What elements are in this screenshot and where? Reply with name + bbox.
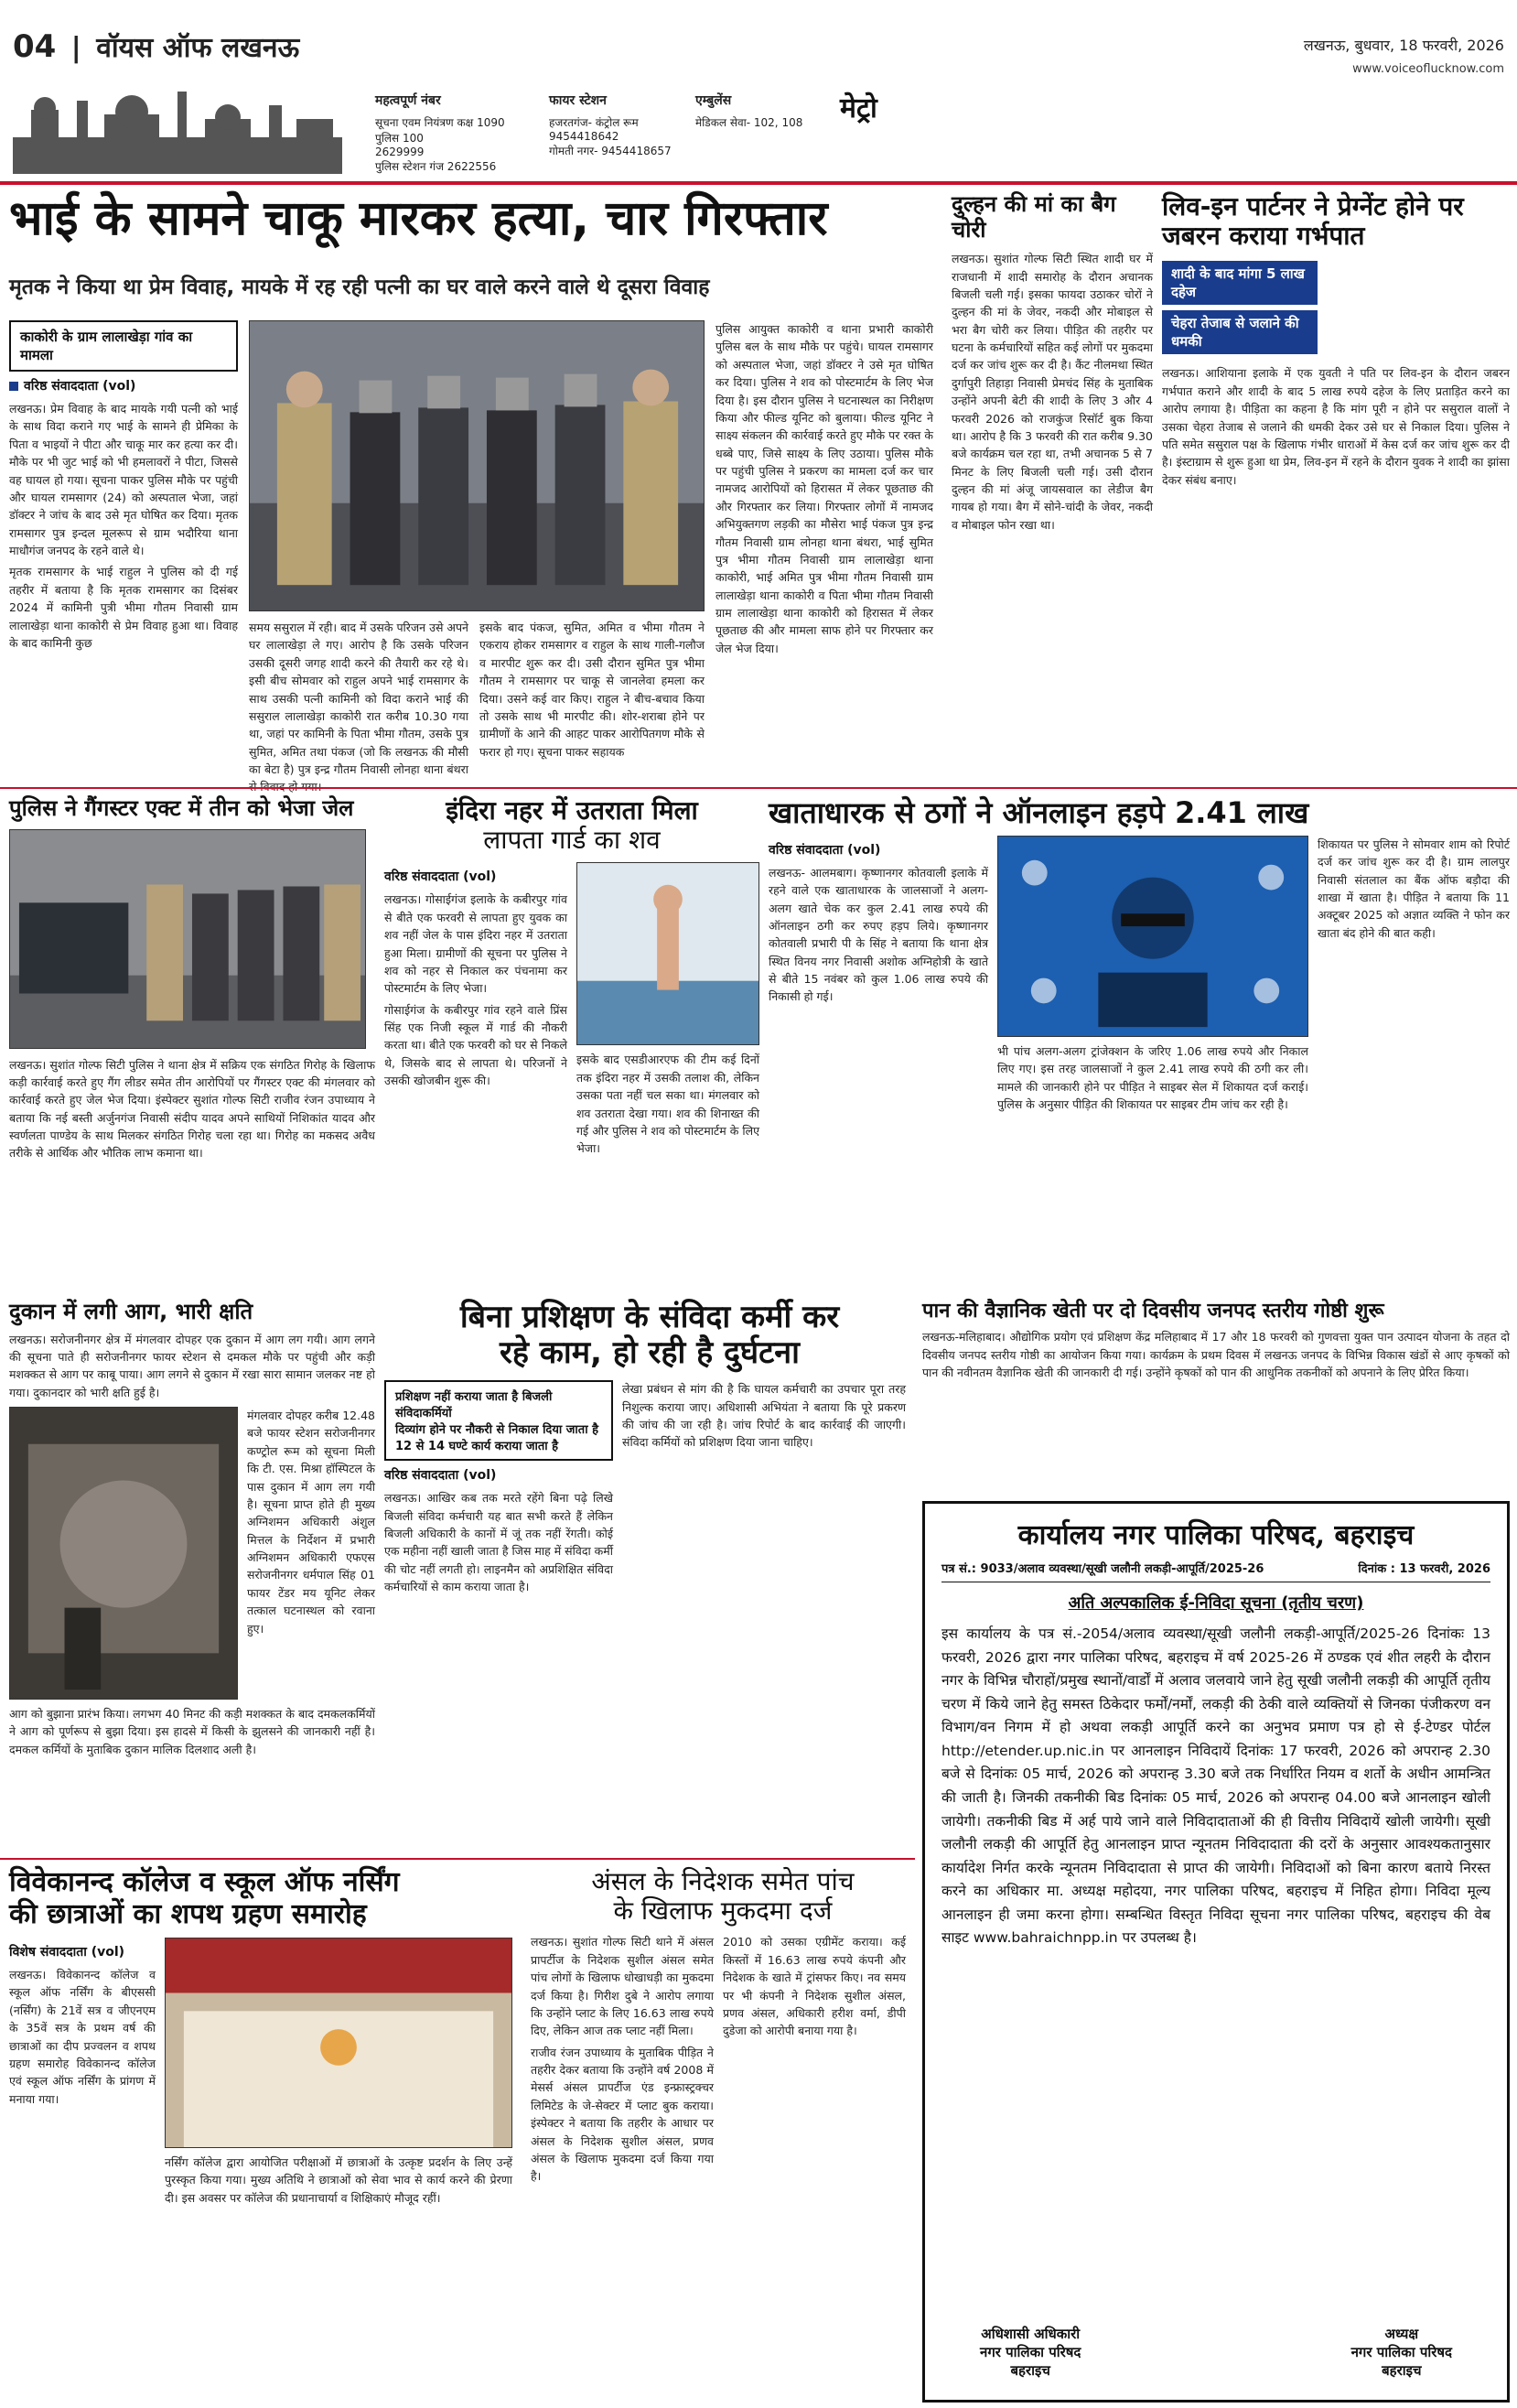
livein-body: लखनऊ। आशियाना इलाके में एक युवती ने पति पर लिव-इन के दौरान जबरन गर्भपात कराने और शादी के बाद 5 लाख रुपये दहेज के लिए प्रताड़ित करने का आरोप लगाया है। पीड़िता का कहना है कि मांग पूरी न होने पर ससुराल वालों ने उसका चेहरा तेजाब से जलाने की धमकी देकर उसे घर से निकाल दिया। पुलिस ने पति समेत ससुराल पक्ष के खिलाफ गंभीर धाराओं में केस दर्ज कर जांच शुरू कर दी है। इंस्टाग्राम से शुरू हुआ था प्रेम, लिव-इन में रहने के दौरान युवक ने शादी का झांसा देकर संबंध बनाए। — [1162, 366, 1510, 487]
sig-line: अधिशासी अधिकारी — [981, 2326, 1081, 2342]
contract-headline-1: बिना प्रशिक्षण के संविदा कर्मी कर — [459, 1299, 840, 1335]
livein-tag-2: चेहरा तेजाब से जलाने की धमकी — [1162, 310, 1318, 354]
ansal-body-2: 2010 को उसका एग्रीमेंट कराया। कई किस्तों में 16.63 लाख रुपये कंपनी और निदेशक के खाते में ट्रांसफर किए। नव समय पर भी कंपनी ने निदेशक सुशील अंसल, प्रणव अंसल, अधिकारी हरीश वर्मा, डीपी दुडेजा को आरोपी बनाया गया है। — [723, 1935, 906, 2038]
paan-headline: पान की वैज्ञानिक खेती पर दो दिवसीय जनपद स्तरीय गोष्ठी शुरू — [922, 1300, 1384, 1323]
fraud-byline: वरिष्ठ संवाददाता (vol) — [769, 842, 881, 858]
lead-photo-arrested — [249, 320, 705, 611]
vivekanand-story — [9, 1867, 522, 2403]
shop-fire-story — [9, 1300, 375, 1849]
contract-byline: वरिष्ठ संवाददाता (vol) — [384, 1468, 497, 1484]
fire-headline: दुकान में लगी आग, भारी क्षति — [9, 1299, 253, 1324]
gangster-headline: पुलिस ने गैंगस्टर एक्ट में तीन को भेजा जेल — [9, 795, 354, 821]
fraud-story — [769, 796, 1510, 1290]
livein-story — [1162, 192, 1510, 778]
gangster-body: लखनऊ। सुशांत गोल्फ सिटी पुलिस ने थाना क्षेत्र में सक्रिय एक संगठित गिरोह के खिलाफ कड़ी कार्रवाई करते हुए गैंग लीडर समेत तीन आरोपियों पर गैंगस्टर एक्ट की मंगलवार को कार्रवाई करते हुए जेल भेज दिया। इंस्पेक्टर सुशांत गोल्फ सिटी राजीव रंजन उपाध्याय ने बताया कि नई बस्ती अर्जुनगंज निवासी संदीप यादव अपने साथियों निशिकांत यादव और स्वर्णलता पाण्डेय के साथ मिलकर संगठित गिरोह चला रहा था। गिरोह का मकसद अवैध तरीके से आर्थिक और भौतिक लाभ कमाना था। — [9, 1057, 375, 1161]
lead-col-4 — [715, 320, 933, 778]
sig-line: अध्यक्ष — [1384, 2326, 1419, 2342]
canal-body-3: इसके बाद एसडीआरएफ की टीम कई दिनों तक इंदिरा नहर में उसकी तलाश की, लेकिन उसका पता नहीं चल सका था। मंगलवार को शव उतराता देखा गया। शव की शिनाख्त की गई और पुलिस ने शव को पोस्टमार्टम के लिए भेजा। — [576, 1053, 759, 1156]
canal-headline-2: लापता गार्ड का शव — [483, 825, 661, 856]
contract-story — [384, 1300, 915, 1849]
lead-byline — [9, 377, 238, 394]
hacker-illustration — [997, 836, 1308, 1037]
byline-text: वरिष्ठ संवाददाता (vol) — [24, 379, 136, 394]
canal-headline-1: इंदिरा नहर में उतराता मिला — [446, 795, 698, 826]
ansal-body-1: लखनऊ। सुशांत गोल्फ सिटी थाने में अंसल प्रापर्टीज के निदेशक सुशील अंसल समेत पांच लोगों के खिलाफ धोखाधड़ी का मुकदमा दर्ज किया है। गिरीश दुबे ने आरोप लगाया कि उन्होंने प्लाट के लिए 16.63 लाख रुपये दिए, लेकिन आज तक प्लाट नहीं मिला। — [531, 1935, 714, 2038]
contract-bullets — [384, 1380, 613, 1461]
contract-bullet: दिव्यांग होने पर नौकरी से निकाल दिया जाता है — [395, 1423, 598, 1438]
lead-body-5: पुलिस आयुक्त काकोरी व थाना प्रभारी काकोरी पुलिस बल के साथ मौके पर पहुंचे। घायल रामसागर को अस्पताल भेजा, जहां डॉक्टर ने उसे मृत घोषित कर दिया। पुलिस ने शव को पोस्टमार्टम के लिए भेज दिया है। इस दौरान पुलिस ने घटनास्थल का निरीक्षण किया और फील्ड यूनिट को बुलाया। फील्ड यूनिट ने साक्ष्य संकलन की कार्रवाई करते हुए मौके पर रक्त के धब्बे पाए, जिसे साक्ष्य के लिए उठाया। पुलिस मौके पर पहुंची पुलिस ने प्रकरण का मामला दर्ज कर चार नामजद आरोपियों को हिरासत में लेकर पूछताछ की और गिरफ्तार कर लिया। गिरफ्तार लोगों में नामजद अभियुक्तगण लड़की का मौसेरा भाई पंकज पुत्र इन्द्र गौतम निवासी ग्राम लोनहा थाना बंथरा, भाई सुमित पुत्र भीमा गौतम निवासी ग्राम लालाखेड़ा थाना काकोरी, भाई अमित पुत्र भीमा गौतम निवासी ग्राम लालाखेड़ा थाना काकोरी व पिता भीमा गौतम निवासी ग्राम लालाखेड़ा थाना काकोरी को हिरासत में लेकर पूछताछ की और मामला साफ होने पर गिरफ्तार कर जेल भेज दिया। — [715, 322, 933, 655]
vivekanand-byline: विशेष संवाददाता (vol) — [9, 1945, 125, 1960]
lead-body-2: मृतक रामसागर के भाई राहुल ने पुलिस को दी गई तहरीर में बताया है कि मृतक रामसागर का दिसंबर 2024 में कामिनी पुत्री भीमा गौतम निवासी ग्राम लालाखेड़ा थाना काकोरी से प्रेम विवाह हुआ था। विवाह के बाद कामिनी कुछ — [9, 565, 238, 650]
fire-title: फायर स्टेशन — [549, 93, 607, 108]
bride-headline: दुल्हन की मां का बैग चोरी — [952, 191, 1116, 243]
canal-story — [384, 796, 759, 1290]
notice-ref: पत्र सं.: 9033/अलाव व्यवस्था/सूखी जलौनी लकड़ी-आपूर्ति/2025-26 — [941, 1562, 1264, 1576]
notice-signature-left — [980, 2325, 1081, 2380]
lead-body-1: लखनऊ। प्रेम विवाह के बाद मायके गयी पत्नी को भाई के साथ विदा कराने गए भाई के सामने ही प्रेमिका के पिता व भाइयों ने पीटा और चाकू मार कर हत्या कर दी। मौके पर भी जुट भाई को भी हमलावरों ने पीटा, जिससे वह घायल हो गया। सूचना पाकर पुलिस मौके पर पहुंची और घायल रामसागर (24) को अस्पताल भेजा, जहां डॉक्टर ने जांच के बाद उसे मृत घोषित कर दिया। मृतक रामसागर पुत्र इन्दल मूलरूप से ग्राम भदौरिया थाना माधौगंज जनपद के रहने वाले थे। — [9, 402, 238, 557]
lead-col-3 — [479, 619, 705, 779]
fire-body-3: आग को बुझाना प्रारंभ किया। लगभग 40 मिनट की कड़ी मशक्कत के बाद दमकलकर्मियों ने आग को पूर्णरूप से बुझा दिया। इस हादसे में किसी के झुलसने की जानकारी नहीं है। दमकल कर्मियों के मुताबिक दुकान मालिक दिलशाद अली है। — [9, 1707, 375, 1756]
skyline-illustration — [13, 73, 342, 174]
section-rule — [0, 787, 1517, 789]
masthead — [0, 0, 1517, 188]
paan-story — [922, 1300, 1510, 1492]
sig-line: बहराइच — [1382, 2362, 1422, 2379]
vivekanand-body-1: लखनऊ। विवेकानन्द कॉलेज व स्कूल ऑफ नर्सिंग के बीएससी (नर्सिंग) के 21वें सत्र व जीएनएम के 35वें सत्र के प्रथम वर्ष की छात्राओं का दीप प्रज्वलन व शपथ ग्रहण समारोह विवेकानन्द कॉलेज एवं स्कूल ऑफ नर्सिंग के प्रांगण में मनाया गया। — [9, 1968, 156, 2106]
fraud-body-2: भी पांच अलग-अलग ट्रांजेक्शन के जरिए 1.06 लाख रुपये और निकाल लिए गए। इस तरह जालसाजों ने कुल 2.41 लाख रुपये की ठगी कर ली। मामले की जानकारी होने पर पीड़ित ने साइबर सेल में शिकायत दर्ज कराई। पुलिस के अनुसार पीड़ित की शिकायत पर साइबर टीम जांच कर रही है। — [997, 1043, 1308, 1111]
important-number-line: पुलिस 100 — [375, 132, 424, 145]
lead-headline: भाई के सामने चाकू मारकर हत्या, चार गिरफ्तार — [9, 191, 828, 246]
ansal-story — [531, 1867, 915, 2403]
nursing-ceremony-photo — [165, 1938, 512, 2148]
vivekanand-headline-1: विवेकानन्द कॉलेज व स्कूल ऑफ नर्सिंग — [9, 1866, 400, 1898]
notice-title: कार्यालय नगर पालिका परिषद, बहराइच — [1017, 1519, 1415, 1551]
bride-story — [952, 192, 1153, 778]
section-label: मेट्रो — [840, 92, 877, 124]
ansal-headline-1: अंसल के निदेशक समेत पांच — [591, 1866, 855, 1896]
masthead-rule — [0, 181, 1517, 185]
fraud-body-1: लखनऊ- आलमबाग। कृष्णानगर कोतवाली इलाके में रहने वाले एक खाताधारक के जालसाजों ने अलग-अलग खाते चेक कर कुल 2.41 लाख रुपये की ऑनलाइन ठगी कर रुपए हड़प लिये। कृष्णानगर कोतवाली प्रभारी पी के सिंह ने बताया कि थाना क्षेत्र स्थित विनय नगर निवासी अशोक अग्निहोत्री के खाते से बीते 15 नवंबर को कुल 1.06 लाख रुपये की निकासी हो गई। — [769, 865, 988, 1004]
section-rule — [0, 1858, 915, 1860]
lead-subhead-block — [9, 271, 933, 308]
ansal-headline-2: के खिलाफ मुकदमा दर्ज — [613, 1895, 833, 1927]
canal-byline: वरिष्ठ संवाददाता (vol) — [384, 869, 497, 885]
ansal-body-3: राजीव रंजन उपाध्याय के मुताबिक पीड़ित ने तहरीर देकर बताया कि उन्होंने वर्ष 2008 में मेसर्स अंसल प्रापर्टीज एंड इन्फ्रास्ट्रक्चर लिमिटेड के जे-सेक्टर में प्लाट बुक कराया। इंस्पेक्टर ने बताया कि तहरीर के आधार पर अंसल के निदेशक सुशील अंसल, प्रणव अंसल के खिलाफ मुकदमा दर्ज किया गया है। — [531, 2045, 714, 2184]
canal-body-1: लखनऊ। गोसाईगंज इलाके के कबीरपुर गांव से बीते एक फरवरी से लापता हुए युवक का शव नहीं जेल के पास इंदिरा नहर में उतराता हुआ मिला। ग्रामीणों की सूचना पर पुलिस ने शव को नहर से निकाल कर पंचनामा कर पोस्टमार्टम के लिए भेजा। — [384, 892, 567, 996]
lead-col-1 — [9, 320, 238, 778]
fire-photo — [9, 1407, 238, 1700]
paan-body: लखनऊ-मलिहाबाद। औद्योगिक प्रयोग एवं प्रशिक्षण केंद्र मलिहाबाद में 17 और 18 फरवरी को गुणवत्ता युक्त पान उत्पादन योजना के तहत दो दिवसीय जनपद स्तरीय गोष्ठी का आयोजन किया गया। कार्यक्रम के प्रथम दिवस में लखनऊ जनपद के विभिन्न विकास खंडों से आए कृषकों को पान की नवीनतम वैज्ञानिक खेती की जानकारी दी गई। उन्होंने कृषकों को पान की आधुनिक तकनीकों को अपनाने के लिए प्रेरित किया। — [922, 1330, 1510, 1380]
important-number-line: सूचना एवम नियंत्रण कक्ष 1090 — [375, 116, 505, 129]
sig-line: बहराइच — [1010, 2362, 1050, 2379]
tender-notice — [922, 1501, 1510, 2403]
contract-body-1: लखनऊ। आखिर कब तक मरते रहेंगे बिना पढ़े लिखे बिजली संविदा कर्मचारी यह बात सभी करते हैं लेकिन बिजली अधिकारी के कानों में जूं तक नहीं रेंगती। कोई एक महीना नहीं खाली जाता है जिस माह में संविदा कर्मी की चोट नहीं लगती हो। लाइनमैन को अप्रशिक्षित संविदा कर्मचारियों से काम कराया जाता है। — [384, 1491, 613, 1594]
vivekanand-body-2: नर्सिंग कॉलेज द्वारा आयोजित परीक्षाओं में छात्राओं के उत्कृष्ट प्रदर्शन के लिए उन्हें पुरस्कृत किया गया। मुख्य अतिथि ने छात्राओं को सेवा भाव से कार्य करने की प्रेरणा दी। इस अवसर पर कॉलेज की प्रधानाचार्या व शिक्षिकाएं मौजूद रहीं। — [165, 2155, 512, 2205]
contract-headline-2: रहे काम, हो रही है दुर्घटना — [500, 1334, 800, 1372]
sig-line: नगर पालिका परिषद — [1350, 2344, 1452, 2360]
drowning-hand-photo — [576, 862, 759, 1045]
fraud-headline: खाताधारक से ठगों ने ऑनलाइन हड़पे 2.41 लाख — [769, 795, 1309, 830]
important-number-line: 2629999 — [375, 146, 425, 158]
contract-bullet: प्रशिक्षण नहीं कराया जाता है बिजली संविदाकर्मियों — [395, 1390, 553, 1421]
canal-body-2: गोसाईगंज के कबीरपुर गांव रहने वाले प्रिंस सिंह एक निजी स्कूल में गार्ड की नौकरी करता था। बीते एक फरवरी को घर से निकले थे, जिसके बाद से लापता थे। परिजनों ने उसकी खोजबीन शुरू की। — [384, 1002, 567, 1088]
sig-line: नगर पालिका परिषद — [980, 2344, 1081, 2360]
fire-line: हजरतगंज- कंट्रोल रूम — [549, 116, 639, 129]
contract-bullet: 12 से 14 घण्टे कार्य कराया जाता है — [395, 1440, 559, 1454]
lead-body-4: इसके बाद पंकज, सुमित, अमित व भीमा गौतम ने एकराय होकर रामसागर व राहुल के साथ गाली-गलौज व मारपीट शुरू कर दी। उसी दौरान सुमित पुत्र भीमा गौतम ने रामसागर पर चाकू से जानलेवा हमला कर दिया। उसने कई वार किए। राहुल ने बीच-बचाव किया तो उसके साथ भी मारपीट की। शोर-शराबा होने पर ग्रामीणों के आने की आहट पाकर आरोपितगण मौके से फरार हो गए। सूचना पाकर सहायक — [479, 621, 705, 759]
notice-body: इस कार्यालय के पत्र सं.-2054/अलाव व्यवस्था/सूखी जलौनी लकड़ी-आपूर्ति/2025-26 दिनांकः 13 फरवरी, 2026 द्वारा नगर पालिका परिषद, बहराइच में वर्ष 2025-26 में ठण्डक एवं शीत लहरी के दौरान नगर के विभिन्न चौराहों/प्रमुख स्थानों/वार्डों में अलाव जलवाये जाने हेतु सूखी जलौनी लकड़ी की आपूर्ति तृतीय चरण में किये जाने हेतु समस्त ठिकेदार फर्मों/नर्मों, लकड़ी की ठेकी वाले व्यक्तियों से जिनका पंजीकरण वन विभाग/वन निगम में हो अथवा लकड़ी आपूर्ति करने का अनुभव प्रमाण पत्र हो से ई-टेण्डर पोर्टल http://etender.up.nic.in पर आनलाइन निविदायें दिनांकः 17 फरवरी, 2026 को अपरान्ह 2.30 बजे से दिनांकः 05 मार्च, 2026 को अपरान्ह 3.30 बजे तक निर्धारित नियम व शर्तो के अधीन आमन्त्रित की जाती है। जिनकी तकनीकी बिड दिनांकः 05 मार्च, 2026 को अपरान्ह 04.00 बजे आनलाइन खोली जायेगी। तकनीकी बिड में अर्ह पाये जाने वाले निविदादाताओं की ही वित्तीय निविदायें खोली जायेगी। सूखी जलौनी लकड़ी की आपूर्ति हेतु आनलाइन प्राप्त न्यूनतम निविदादाता की दरों के अनुसार आवश्यकतानुसार कार्यादेश निर्गत करके न्यूनतम निविदादाता से प्राप्त की जायेगी। निविदाओं को बिना कारण बताये निरस्त करने का अधिकार मा. अध्यक्ष महोदया, नगर पालिका परिषद, बहराइच में निहित होगा। निविदा मूल्य आनलाइन ही जमा करना होगा। सम्बन्धित विस्तृत निविदा सूचना नगर पालिका परिषद, बहराइच की वेब साइट www.bahraichnpp.in पर उपलब्ध है। — [941, 1625, 1490, 1947]
fire-line: गोमती नगर- 9454418657 — [549, 145, 672, 157]
ambulance-title: एम्बुलेंस — [695, 93, 732, 108]
lead-tag: काकोरी के ग्राम लालाखेड़ा गांव का मामला — [9, 320, 238, 372]
notice-refline — [941, 1560, 1490, 1582]
dateline: लखनऊ, बुधवार, 18 फरवरी, 2026 — [1303, 37, 1504, 54]
paper-name: वॉयस ऑफ लखनऊ — [96, 32, 300, 64]
vivekanand-headline-2: की छात्राओं का शपथ ग्रहण समारोह — [9, 1897, 367, 1930]
livein-headline: लिव-इन पार्टनर ने प्रेग्नेंट होने पर जबरन कराया गर्भपात — [1162, 191, 1464, 252]
lead-subhead: मृतक ने किया था प्रेम विवाह, मायके में रह रही पत्नी का घर वाले करने वाले थे दूसरा विवाह — [9, 275, 710, 299]
important-numbers-title: महत्वपूर्ण नंबर — [375, 93, 441, 108]
ambulance-line: मेडिकल सेवा- 102, 108 — [695, 116, 803, 129]
fire-body-1: लखनऊ। सरोजनीनगर क्षेत्र में मंगलवार दोपहर एक दुकान में आग लग गयी। आग लगने की सूचना पाते ही सरोजनीनगर फायर स्टेशन से दमकल मौके पर पहुंची और कड़ी मशक्कत से आग पर काबू पाया। आग लगने से दुकान में रखा सारा सामान जलकर नष्ट हो गया। दुकानदार को भारी क्षति हुई है। — [9, 1332, 375, 1399]
fire-line: 9454418642 — [549, 130, 619, 143]
important-number-line: पुलिस स्टेशन गंज 2622556 — [375, 160, 497, 173]
bride-body: लखनऊ। सुशांत गोल्फ सिटी स्थित शादी घर में राजधानी में शादी समारोह के दौरान अचानक बिजली चली गई। इसका फायदा उठाकर चोरों ने दुल्हन की मां के जेवर, नकदी और मोबाइल से भरा बैग चोरी कर लिया। पीड़ित की तहरीर पर घटना के कर्मचारियों सहित कई लोगों पर मुकदमा दर्ज कर जांच शुरू कर दी है। कैंट नीलमथा स्थित दुर्गापुरी तिहाड़ा निवासी प्रेमचंद सिंह के मुताबिक उन्होंने अपनी बेटी की शादी के लिए 3 और 4 फरवरी 2026 को राजकुंज रिसॉर्ट बुक किया था। आरोप है कि 3 फरवरी की रात करीब 9.30 बजे कार्यक्रम चल रहा था, तभी अचानक 5 से 7 मिनट के लिए बिजली चली गई। उसी दौरान दुल्हन की मां अंजू जायसवाल का लेडीज बैग गायब हो गया। बैग में सोने-चांदी के जेवर, नकदी व मोबाइल फोन रखा था। — [952, 252, 1153, 532]
lead-headline-block — [9, 192, 933, 265]
contract-body-2: लेखा प्रबंधन से मांग की है कि घायल कर्मचारी का उपचार पूरा तरह निशुल्क कराया जाए। अधिशासी अभियंता ने बताया कि पूरे प्रकरण की जांच की जा रही है। जांच रिपोर्ट के बाद कार्रवाई की जाएगी। संविदा कर्मियों को प्रशिक्षण दिया जाना चाहिए। — [622, 1382, 906, 1450]
website-url: www.voiceoflucknow.com — [1352, 62, 1504, 76]
notice-signature-right — [1351, 2325, 1452, 2380]
fraud-body-3: शिकायत पर पुलिस ने सोमवार शाम को रिपोर्ट दर्ज कर जांच शुरू कर दी है। ग्राम लालपुर निवासी संतलाल का बैंक ऑफ बड़ौदा की शाखा में खाता है। पीड़ित ने बताया कि 11 अक्टूबर 2025 को अज्ञात व्यक्ति ने फोन कर खाता बंद होने की बात कही। — [1318, 837, 1510, 940]
gangster-story — [9, 796, 375, 1290]
lead-col-2 — [249, 619, 468, 779]
gangster-photo — [9, 829, 366, 1049]
fire-body-2: मंगलवार दोपहर करीब 12.48 बजे फायर स्टेशन सरोजनीनगर कण्ट्रोल रूम को सूचना मिली कि टी. एस. मिश्रा हॉस्पिटल के पास दुकान में आग लग गयी है। सूचना प्राप्त होते ही मुख्य अग्निशमन अधिकारी अंशुल मित्तल के निर्देशन में प्रभारी अग्निशमन अधिकारी एफएस सरोजनीनगर धर्मपाल सिंह 01 फायर टेंडर मय यूनिट लेकर तत्काल घटनास्थल को रवाना हुए। — [247, 1409, 375, 1636]
notice-date: दिनांक : 13 फरवरी, 2026 — [1358, 1562, 1490, 1576]
notice-subtitle: अति अल्पकालिक ई-निविदा सूचना (तृतीय चरण) — [1068, 1593, 1364, 1613]
page-number: 04 — [13, 28, 57, 65]
paper-logo: 04 | वॉयस ऑफ लखनऊ — [13, 28, 300, 65]
lead-body-3: समय ससुराल में रही। बाद में उसके परिजन उसे अपने घर लालाखेड़ा ले गए। आरोप है कि उसके परिजन उसकी दूसरी जगह शादी करने की तैयारी कर रहे थे। इसी बीच सोमवार को राहुल अपने भाई रामसागर के साथ उसकी पत्नी कामिनी को विदा कराने भाई की ससुराल लालाखेड़ा काकोरी रात करीब 10.30 गया था, जहां पर कामिनी के पिता भीमा गौतम, उसके पुत्र सुमित, अमित तथा पंकज (जो कि लखनऊ की मौसी का बेटा है) पुत्र इन्द्र गौतम निवासी लोनहा थाना बंथरा — [249, 621, 468, 776]
livein-tag-1: शादी के बाद मांगा 5 लाख दहेज — [1162, 261, 1318, 305]
